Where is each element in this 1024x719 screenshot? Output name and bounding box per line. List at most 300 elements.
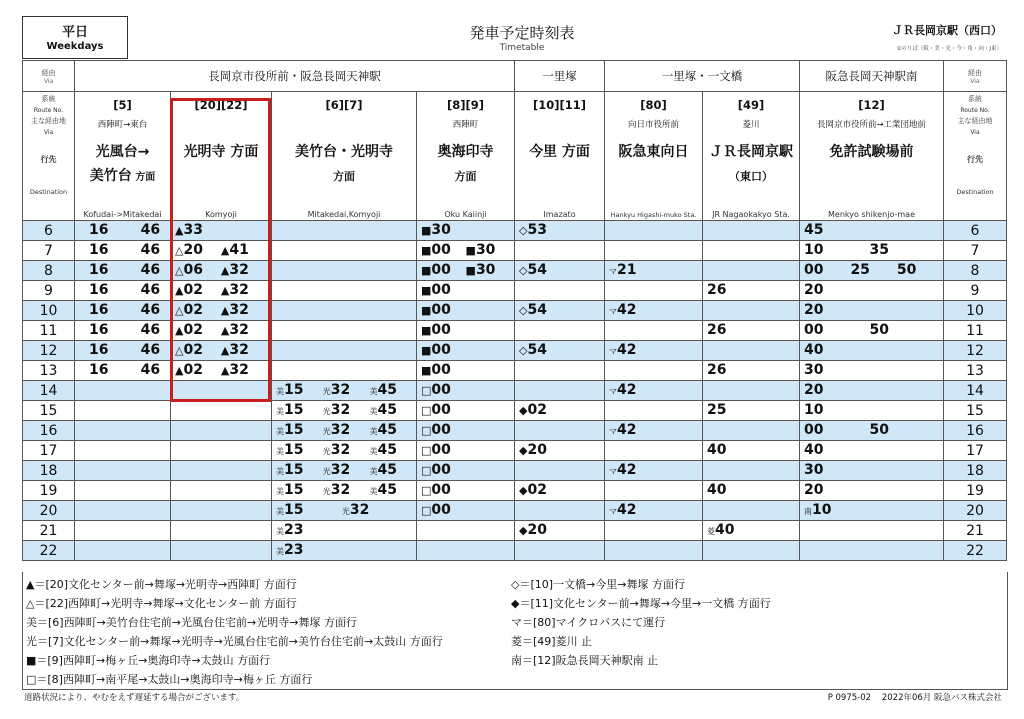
departure-cell [703, 241, 800, 261]
departure-time: 美45 [369, 482, 398, 498]
hour-label: 8 [23, 261, 75, 281]
label-text: Via [970, 129, 980, 136]
hour-row [23, 321, 1007, 341]
departure-cell [800, 461, 944, 481]
destination-en: Hankyu Higashi-muko Sta. [610, 211, 697, 219]
route-number: [5] [113, 98, 132, 112]
departure-time: マ21 [609, 262, 637, 278]
departure-cell [515, 241, 605, 261]
destination-text: 美竹台 [89, 168, 132, 184]
hour-row [23, 461, 1007, 481]
departure-cell [703, 321, 800, 341]
departure-time: ■00 [421, 262, 451, 278]
departure-time: ■30 [465, 242, 496, 258]
departure-cell [703, 261, 800, 281]
destination-line1: 美竹台・光明寺 [295, 144, 393, 160]
departure-time: ■30 [421, 222, 451, 238]
departure-time: 美23 [276, 522, 304, 538]
departure-cell [515, 341, 605, 361]
route-marker: ▲ [175, 364, 184, 377]
hour-label: 10 [944, 301, 1007, 321]
hour-label: 17 [944, 441, 1007, 461]
departure-time: ◇53 [519, 222, 547, 238]
departure-cell [417, 441, 515, 461]
departure-time: 46 [140, 362, 161, 378]
departure-cell [171, 501, 272, 521]
hour-label: 19 [944, 481, 1007, 501]
departure-cell [800, 421, 944, 441]
route-marker: □ [421, 484, 432, 497]
route-marker: ■ [421, 344, 432, 357]
departure-cell [515, 461, 605, 481]
departure-time: 美15 [276, 502, 304, 518]
route-number: [80] [640, 98, 667, 112]
departure-time: 20 [804, 302, 824, 318]
departure-cell [272, 241, 417, 261]
legend-item: マ＝[80]マイクロバスにて運行 [511, 616, 666, 629]
departure-time: 16 [89, 222, 109, 238]
departure-time: 美15 [276, 382, 304, 398]
departure-time: ■00 [421, 342, 451, 358]
departure-time: 40 [804, 442, 824, 458]
route-marker: △ [175, 304, 184, 317]
departure-cell [800, 221, 944, 241]
departure-time: 16 [89, 302, 109, 318]
hour-label: 12 [23, 341, 75, 361]
departure-cell [75, 521, 171, 541]
route-marker: マ [609, 387, 617, 396]
departure-cell [605, 481, 703, 501]
departure-time: 00 [804, 262, 824, 278]
hour-row [23, 481, 1007, 501]
route-destination [703, 140, 799, 189]
departure-time: 00 [804, 422, 824, 438]
route-marker: ▲ [175, 284, 184, 297]
departure-cell [272, 281, 417, 301]
departure-cell [515, 301, 605, 321]
departure-time: ◆20 [519, 522, 547, 538]
group-row [23, 61, 1007, 92]
departure-cell [515, 321, 605, 341]
route-marker: 光 [322, 467, 331, 476]
route-marker: ▲ [220, 364, 230, 377]
departure-cell [171, 541, 272, 561]
departure-time: ▲02 [175, 282, 203, 298]
departure-cell [75, 221, 171, 241]
departure-cell [605, 341, 703, 361]
destination-line1: 奥海印寺 [437, 144, 494, 160]
route-marker: ◇ [519, 224, 528, 237]
destination-line2 [272, 164, 416, 189]
departure-time: 美15 [276, 482, 304, 498]
departure-time: ▲41 [220, 242, 249, 258]
departure-cell [272, 501, 417, 521]
departure-cell [605, 301, 703, 321]
publisher: 2022年06月 阪急バス株式会社 [881, 693, 1002, 703]
departure-time: □00 [421, 402, 451, 418]
hour-row [23, 381, 1007, 401]
hour-row [23, 241, 1007, 261]
route-group: 阪急長岡天神駅南 [800, 61, 944, 92]
departure-time: 46 [140, 222, 161, 238]
hour-row [23, 521, 1007, 541]
route-via [515, 118, 604, 130]
route-via: 長岡京市役所前→工業団地前 [816, 120, 927, 130]
departure-time: □00 [421, 502, 451, 518]
departure-time: 光32 [322, 482, 351, 498]
departure-time: 美23 [276, 542, 304, 558]
departure-cell [800, 401, 944, 421]
legend-item: ◇＝[10]一文橋→今里→舞塚 方面行 [511, 578, 685, 591]
departure-cell [171, 221, 272, 241]
departure-cell [171, 341, 272, 361]
page-title: 発車予定時刻表 [469, 24, 575, 42]
route-destination [75, 140, 170, 190]
departure-cell [605, 521, 703, 541]
hour-label: 18 [23, 461, 75, 481]
departure-time: □00 [421, 422, 451, 438]
departure-cell [800, 281, 944, 301]
header-labels [944, 92, 1007, 221]
route-marker: ■ [421, 244, 432, 257]
departure-time: ▲32 [220, 282, 249, 298]
departure-cell [703, 481, 800, 501]
route-destination [605, 140, 702, 164]
timetable-grid [22, 60, 1007, 561]
route-marker: マ [609, 467, 617, 476]
departure-cell [171, 421, 272, 441]
route-column-header [515, 92, 605, 221]
departure-cell [272, 261, 417, 281]
departure-time: 50 [869, 422, 889, 438]
departure-time: 16 [89, 262, 109, 278]
departure-cell [171, 461, 272, 481]
destination-en: Oku Kaiinji [444, 210, 487, 219]
departure-cell [515, 501, 605, 521]
route-group: 一里塚・一文橋 [605, 61, 800, 92]
dest-label: 行先 [40, 155, 57, 164]
departure-time: ■00 [421, 322, 451, 338]
departure-cell [515, 381, 605, 401]
destination-line1: 光風台→ [95, 144, 150, 160]
hour-label: 6 [944, 221, 1007, 241]
departure-cell [605, 221, 703, 241]
departure-time: 26 [707, 362, 727, 378]
route-column-header [417, 92, 515, 221]
departure-cell [800, 341, 944, 361]
departure-time: 16 [89, 342, 109, 358]
departure-cell [515, 481, 605, 501]
departure-cell [417, 521, 515, 541]
departure-cell [272, 341, 417, 361]
departure-time: △02 [175, 342, 203, 358]
header-labels [23, 92, 75, 221]
hour-row [23, 541, 1007, 561]
route-marker: ◆ [519, 444, 528, 457]
departure-cell [515, 261, 605, 281]
departure-cell [800, 381, 944, 401]
departure-time: 46 [140, 242, 161, 258]
route-marker: ■ [421, 324, 432, 337]
legend-item: ◆＝[11]文化センター前→舞塚→今里→一文橋 方面行 [511, 597, 771, 610]
departure-time: 16 [89, 242, 109, 258]
departure-cell [605, 461, 703, 481]
hour-label: 13 [23, 361, 75, 381]
route-marker: ■ [421, 364, 432, 377]
route-marker: ▲ [220, 344, 230, 357]
hour-label: 16 [23, 421, 75, 441]
departure-time: 25 [707, 402, 727, 418]
departure-cell [800, 321, 944, 341]
route-number: [12] [858, 98, 885, 112]
departure-cell [605, 401, 703, 421]
departure-cell [703, 361, 800, 381]
departure-time: 30 [804, 462, 824, 478]
departure-cell [75, 501, 171, 521]
hour-row [23, 261, 1007, 281]
destination-text: 方面 [454, 170, 477, 183]
departure-cell [171, 481, 272, 501]
route-marker: 美 [276, 487, 284, 496]
departure-time: マ42 [609, 502, 637, 518]
departure-cell [605, 381, 703, 401]
departure-time: 30 [804, 362, 824, 378]
destination-en: Menkyo shikenjo-mae [828, 210, 915, 219]
departure-cell [800, 521, 944, 541]
departure-time: ■30 [465, 262, 496, 278]
departure-time: 美45 [369, 462, 398, 478]
departure-time: △20 [175, 242, 203, 258]
hour-row [23, 281, 1007, 301]
departure-time: マ42 [609, 382, 637, 398]
hour-row [23, 401, 1007, 421]
departure-cell [800, 301, 944, 321]
destination-line1: 光明寺 方面 [183, 144, 259, 160]
route-marker: 南 [804, 507, 812, 516]
departure-time: 菱40 [707, 522, 735, 538]
departure-time: □00 [421, 442, 451, 458]
route-via: 西陣町→東台 [97, 120, 148, 130]
hour-label: 16 [944, 421, 1007, 441]
route-number: [10][11] [532, 98, 587, 112]
departure-cell [605, 441, 703, 461]
page-title-en: Timetable [499, 43, 545, 53]
departure-time: □00 [421, 462, 451, 478]
departure-cell [515, 281, 605, 301]
legend-item: ■＝[9]西陣町→梅ヶ丘→奥海印寺→太鼓山 方面行 [26, 654, 271, 667]
hour-row [23, 301, 1007, 321]
route-number: [6][7] [325, 98, 363, 112]
departure-cell [272, 541, 417, 561]
departure-cell [171, 361, 272, 381]
departure-cell [417, 321, 515, 341]
station-name: ＪＲ長岡京駅（西口） [892, 24, 1002, 37]
route-marker: マ [609, 427, 617, 436]
departure-cell [171, 521, 272, 541]
departure-cell [75, 361, 171, 381]
route-marker: ▲ [175, 324, 184, 337]
route-via [171, 118, 271, 130]
departure-cell [171, 241, 272, 261]
route-via [272, 118, 416, 130]
departure-cell [703, 501, 800, 521]
route-marker: マ [609, 267, 617, 276]
footer-info [828, 691, 1002, 703]
departure-time: ▲32 [220, 322, 249, 338]
hour-label: 14 [23, 381, 75, 401]
destination-en: Mitakedai,Komyoji [307, 210, 381, 219]
hour-label: 8 [944, 261, 1007, 281]
departure-cell [605, 241, 703, 261]
route-marker: マ [609, 307, 617, 316]
departure-cell [515, 401, 605, 421]
departure-time: ▲02 [175, 362, 203, 378]
hour-label: 15 [944, 401, 1007, 421]
row-label [23, 61, 75, 92]
departure-cell [605, 321, 703, 341]
departure-cell [272, 221, 417, 241]
departure-time: 南10 [804, 502, 832, 518]
hour-row [23, 501, 1007, 521]
hour-row [23, 361, 1007, 381]
route-column-header [171, 92, 272, 221]
dest-label-en: Destination [29, 188, 68, 196]
departure-cell [272, 321, 417, 341]
departure-cell [75, 281, 171, 301]
route-marker: △ [175, 264, 184, 277]
departure-time: 光32 [322, 422, 351, 438]
route-number: [8][9] [446, 98, 485, 112]
label-text: 主な経由地 [31, 117, 66, 125]
legend-item: △＝[22]西陣町→光明寺→舞塚→文化センター前 方面行 [26, 597, 297, 610]
departure-cell [417, 401, 515, 421]
route-number: [20][22] [194, 98, 248, 112]
label-text: Route No. [960, 107, 990, 114]
departure-cell [75, 321, 171, 341]
departure-time: マ42 [609, 342, 637, 358]
departure-cell [75, 261, 171, 281]
departure-cell [417, 421, 515, 441]
route-marker: ▲ [220, 284, 230, 297]
departure-cell [800, 361, 944, 381]
departure-cell [272, 441, 417, 461]
destination-line1: ＪＲ長岡京駅 [709, 144, 793, 160]
departure-time: 46 [140, 282, 161, 298]
route-group: 長岡京市役所前・阪急長岡天神駅 [75, 61, 515, 92]
hour-label: 6 [23, 221, 75, 241]
route-destination [171, 140, 271, 164]
hour-row [23, 341, 1007, 361]
departure-cell [272, 481, 417, 501]
row-label-en: Via [43, 77, 54, 85]
departure-cell [605, 541, 703, 561]
route-marker: ▲ [220, 264, 230, 277]
departure-cell [75, 401, 171, 421]
hour-label: 21 [23, 521, 75, 541]
departure-cell [417, 361, 515, 381]
route-marker: ■ [465, 244, 476, 257]
route-marker: ■ [421, 264, 432, 277]
timetable-page [22, 16, 1006, 706]
departure-cell [272, 381, 417, 401]
departure-cell [703, 521, 800, 541]
hour-label: 10 [23, 301, 75, 321]
hour-row [23, 421, 1007, 441]
destination-line2 [417, 164, 514, 189]
hour-row [23, 221, 1007, 241]
departure-cell [515, 361, 605, 381]
header [22, 16, 1006, 60]
departure-time: △02 [175, 302, 203, 318]
departure-cell [800, 481, 944, 501]
route-marker: □ [421, 384, 432, 397]
hour-label: 11 [944, 321, 1007, 341]
route-marker: 美 [369, 447, 378, 456]
destination-text: （東口） [729, 170, 773, 183]
departure-cell [417, 461, 515, 481]
departure-time: 46 [140, 262, 161, 278]
route-marker: 美 [369, 467, 378, 476]
hour-row [23, 441, 1007, 461]
departure-cell [800, 501, 944, 521]
dest-label-en: Destination [956, 188, 994, 196]
hour-label: 14 [944, 381, 1007, 401]
departure-cell [605, 421, 703, 441]
departure-time: 16 [89, 362, 109, 378]
departure-time: 10 [804, 242, 824, 258]
departure-time: 50 [869, 322, 889, 338]
label-text: Route No. [33, 107, 64, 114]
row-label-jp: 経由 [41, 68, 56, 77]
route-marker: マ [609, 347, 617, 356]
departure-cell [800, 261, 944, 281]
route-destination [800, 140, 943, 164]
label-text: 系統 [41, 95, 56, 103]
row-label-en: Via [970, 77, 980, 85]
departure-cell [605, 261, 703, 281]
departure-cell [417, 281, 515, 301]
row-label-jp: 経由 [968, 68, 982, 77]
delay-notice: 道路状況により、やむをえず遅延する場合がございます。 [24, 693, 245, 703]
departure-cell [605, 281, 703, 301]
route-marker: □ [421, 464, 432, 477]
departure-time: ◇54 [519, 302, 547, 318]
departure-time: △06 [175, 262, 203, 278]
departure-time: ◇54 [519, 342, 547, 358]
route-marker: 美 [276, 407, 284, 416]
hour-label: 9 [23, 281, 75, 301]
departure-cell [800, 541, 944, 561]
departure-cell [417, 501, 515, 521]
label-text: Via [43, 129, 54, 136]
departure-time: ■00 [421, 362, 451, 378]
route-marker: 光 [322, 387, 331, 396]
departure-time: マ42 [609, 462, 637, 478]
hour-label: 20 [23, 501, 75, 521]
departure-time: ■00 [421, 282, 451, 298]
departure-time: 美15 [276, 402, 304, 418]
route-group: 一里塚 [515, 61, 605, 92]
departure-cell [75, 421, 171, 441]
route-marker: ▲ [220, 324, 230, 337]
route-marker: 美 [369, 427, 378, 436]
route-marker: 美 [276, 427, 284, 436]
hour-label: 9 [944, 281, 1007, 301]
departure-time: 50 [896, 262, 917, 278]
route-number: [49] [737, 98, 765, 112]
departure-cell [515, 421, 605, 441]
legend-item: 光＝[7]文化センター前→舞塚→光明寺→光風台住宅前→美竹台住宅前→太鼓山 方面行 [26, 635, 443, 648]
